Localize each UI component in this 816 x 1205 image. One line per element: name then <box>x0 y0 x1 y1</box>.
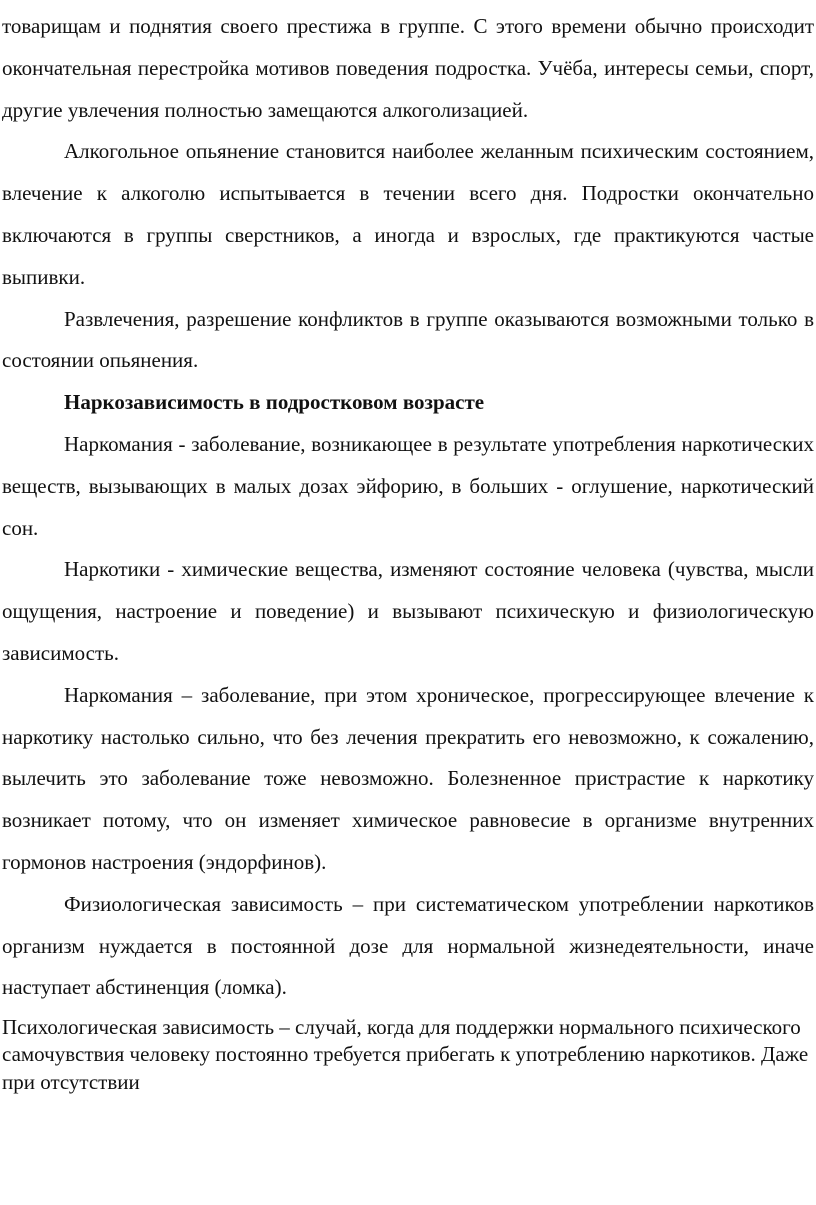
paragraph-physiological-dependence: Физиологическая зависимость – при систематическом употреблении наркотиков организм нуждается в постоянной дозе для нормальной жизнедеятельности, иначе наступает абстиненция (ломка). <box>2 891 814 1000</box>
section-heading: Наркозависимость в подростковом возрасте <box>64 390 485 415</box>
paragraph-continuation: товарищам и поднятия своего престижа в группе. С этого времени обычно происходит окончательная перестройка мотивов поведения подростка. Учёба, интересы семьи, спорт, другие увлечения полностью замещаются алкоголизацией. <box>2 14 814 122</box>
paragraph-narcomania-definition: Наркомания - заболевание, возникающее в результате употребления наркотических веществ, вызывающих в малых дозах эйфорию, в больших - оглушение, наркотический сон. <box>2 431 814 540</box>
paragraph-alcohol-intoxication: Алкогольное опьянение становится наиболее желанным психическим состоянием, влечение к алкоголю испытывается в течении всего дня. Подростки окончательно включаются в группы сверстников, а иногда и взрослых, где практикуются частые выпивки. <box>2 139 814 289</box>
paragraph-psychological-dependence: Психологическая зависимость – случай, когда для поддержки нормального психического самочувствия человеку постоянно требуется прибегать к употреблению наркотиков. Даже при отсутствии <box>2 1015 809 1094</box>
paragraph-narcotics-definition: Наркотики - химические вещества, изменяют состояние человека (чувства, мысли ощущения, настроение и поведение) и вызывают психическую и физиологическую зависимость. <box>2 557 814 665</box>
document-body <box>2 6 814 1096</box>
paragraph-narcomania-chronic: Наркомания – заболевание, при этом хроническое, прогрессирующее влечение к наркотику настолько сильно, что без лечения прекратить его невозможно, к сожалению, вылечить это заболевание тоже невозможно. Болезненное пристрастие к наркотику возникает потому, что он изменяет химическое равновесие в организме внутренних гормонов настроения (эндорфинов). <box>2 682 814 874</box>
paragraph-entertainment: Развлечения, разрешение конфликтов в группе оказываются возможными только в состоянии опьянения. <box>2 306 814 373</box>
